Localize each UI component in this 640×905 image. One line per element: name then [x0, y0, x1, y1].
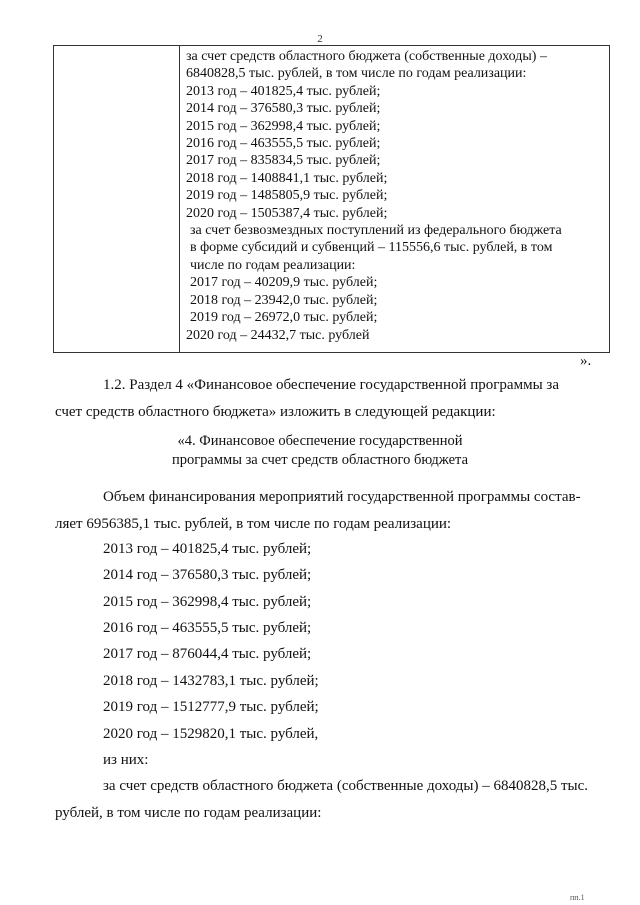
paragraph-line: за счет средств областного бюджета (собственные доходы) – 6840828,5 тыс.	[103, 778, 589, 794]
year-line: 2014 год – 376580,3 тыс. рублей;	[103, 567, 312, 583]
table-line: за счет безвозмездных поступлений из федерального бюджета	[190, 223, 562, 239]
table-line: 2017 год – 835834,5 тыс. рублей;	[186, 153, 381, 169]
year-line: 2015 год – 362998,4 тыс. рублей;	[103, 594, 312, 610]
heading-line: программы за счет средств областного бюджета	[171, 452, 469, 468]
year-line: 2013 год – 401825,4 тыс. рублей;	[103, 541, 312, 557]
paragraph-line: ляет 6956385,1 тыс. рублей, в том числе по годам реализации:	[55, 516, 452, 532]
table-line: 2019 год – 26972,0 тыс. рублей;	[190, 310, 378, 326]
paragraph-line: счет средств областного бюджета» изложить в следующей редакции:	[55, 404, 496, 420]
page-number: 2	[317, 33, 323, 45]
table-line: 2016 год – 463555,5 тыс. рублей;	[186, 136, 381, 152]
table-left-cell	[54, 46, 180, 352]
financing-paragraph	[55, 484, 615, 538]
passport-table	[53, 45, 610, 353]
table-line: 2017 год – 40209,9 тыс. рублей;	[190, 275, 378, 291]
year-line: 2016 год – 463555,5 тыс. рублей;	[103, 620, 312, 636]
table-line: 2015 год – 362998,4 тыс. рублей;	[186, 118, 381, 134]
table-line: 2014 год – 376580,3 тыс. рублей;	[186, 101, 381, 117]
footer-mark: пп.1	[570, 893, 585, 902]
table-line: 2020 год – 1505387,4 тыс. рублей;	[186, 205, 388, 221]
table-line: 2018 год – 1408841,1 тыс. рублей;	[186, 170, 388, 186]
of-them-line: из них:	[103, 752, 149, 768]
table-line: 2019 год – 1485805,9 тыс. рублей;	[186, 188, 388, 204]
own-funds-paragraph	[55, 773, 615, 827]
heading-line: «4. Финансовое обеспечение государственной	[177, 433, 463, 449]
table-right-cell	[180, 46, 609, 352]
table-line: 2020 год – 24432,7 тыс. рублей	[186, 327, 370, 343]
closing-quote: ».	[580, 353, 592, 369]
section-heading	[0, 432, 640, 470]
paragraph-line: 1.2. Раздел 4 «Финансовое обеспечение государственной программы за	[103, 377, 559, 393]
table-line: за счет средств областного бюджета (собственные доходы) –	[186, 49, 547, 64]
table-line: 6840828,5 тыс. рублей, в том числе по годам реализации:	[186, 66, 527, 82]
table-line: в форме субсидий и субвенций – 115556,6 тыс. рублей, в том	[190, 240, 553, 256]
year-line: 2018 год – 1432783,1 тыс. рублей;	[103, 673, 319, 689]
section-1-2-paragraph	[55, 372, 615, 426]
table-line: 2018 год – 23942,0 тыс. рублей;	[190, 292, 378, 308]
paragraph-line: рублей, в том числе по годам реализации:	[55, 805, 322, 821]
year-line: 2020 год – 1529820,1 тыс. рублей,	[103, 726, 319, 742]
table-line: числе по годам реализации:	[190, 257, 356, 273]
paragraph-line: Объем финансирования мероприятий государственной программы состав-	[103, 489, 581, 505]
table-line: 2013 год – 401825,4 тыс. рублей;	[186, 83, 381, 99]
year-line: 2019 год – 1512777,9 тыс. рублей;	[103, 699, 319, 715]
year-line: 2017 год – 876044,4 тыс. рублей;	[103, 646, 312, 662]
